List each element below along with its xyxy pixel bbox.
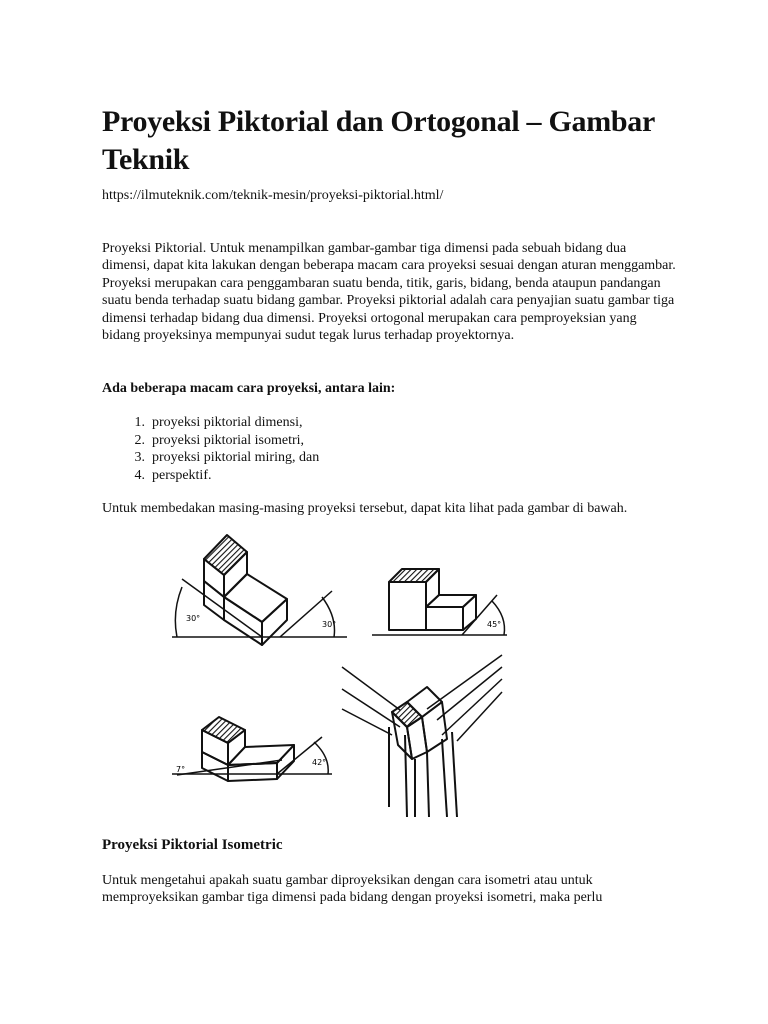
angle-label: 30° — [322, 620, 337, 629]
projection-figure — [102, 527, 557, 817]
paragraph-figure-ref: Untuk membedakan masing-masing proyeksi tersebut, dapat kita lihat pada gambar di bawah. — [102, 501, 628, 516]
angle-label: 30° — [186, 614, 201, 623]
dimetric-variant-drawing — [172, 717, 332, 781]
paragraph-isometric: Untuk mengetahui apakah suatu gambar diproyeksikan dengan cara isometri atau untuk memproyeksikan gambar tiga dimensi pada bidang dengan proyeksi isometri, maka perlu — [102, 873, 603, 906]
list-intro: Ada beberapa macam cara proyeksi, antara lain: — [102, 381, 396, 396]
angle-label: 7° — [176, 765, 186, 774]
source-url[interactable]: https://ilmuteknik.com/teknik-mesin/proyeksi-piktorial.html/ — [102, 188, 444, 203]
list-item: 3. proyeksi piktorial miring, dan — [134, 450, 320, 466]
list-item: 2. proyeksi piktorial isometri, — [134, 432, 305, 448]
oblique-block-drawing — [372, 569, 507, 635]
paragraph-intro: Proyeksi Piktorial. Untuk menampilkan gambar-gambar tiga dimensi pada sebuah bidang dua dimensi, dapat kita lakukan dengan beberapa macam cara proyeksi sesuai dengan aturan menggambar. Proyeksi merupakan cara penggambaran suatu benda, titik, garis, bidang, benda ataupun pandangan suatu benda terhadap suatu bidang gambar. Proyeksi piktorial adalah cara penyajian suatu gambar tiga dimensi terhadap bidang dua dimensi. Proyeksi ortogonal merupakan cara pemproyeksian yang bidang proyeksinya mempunyai sudut tegak lurus terhadap proyektornya. — [102, 241, 676, 344]
perspective-block-drawing — [342, 655, 502, 817]
page-title: Proyeksi Piktorial dan Ortogonal – Gambar Teknik — [102, 105, 655, 176]
projection-list — [102, 414, 319, 484]
angle-label: 42° — [312, 758, 327, 767]
dimetric-block-drawing — [172, 535, 347, 645]
list-item: 1. proyeksi piktorial dimensi, — [134, 415, 303, 430]
section-heading: Proyeksi Piktorial Isometric — [102, 837, 283, 853]
list-item: 4. perspektif. — [134, 467, 212, 483]
angle-label: 45° — [487, 620, 502, 629]
